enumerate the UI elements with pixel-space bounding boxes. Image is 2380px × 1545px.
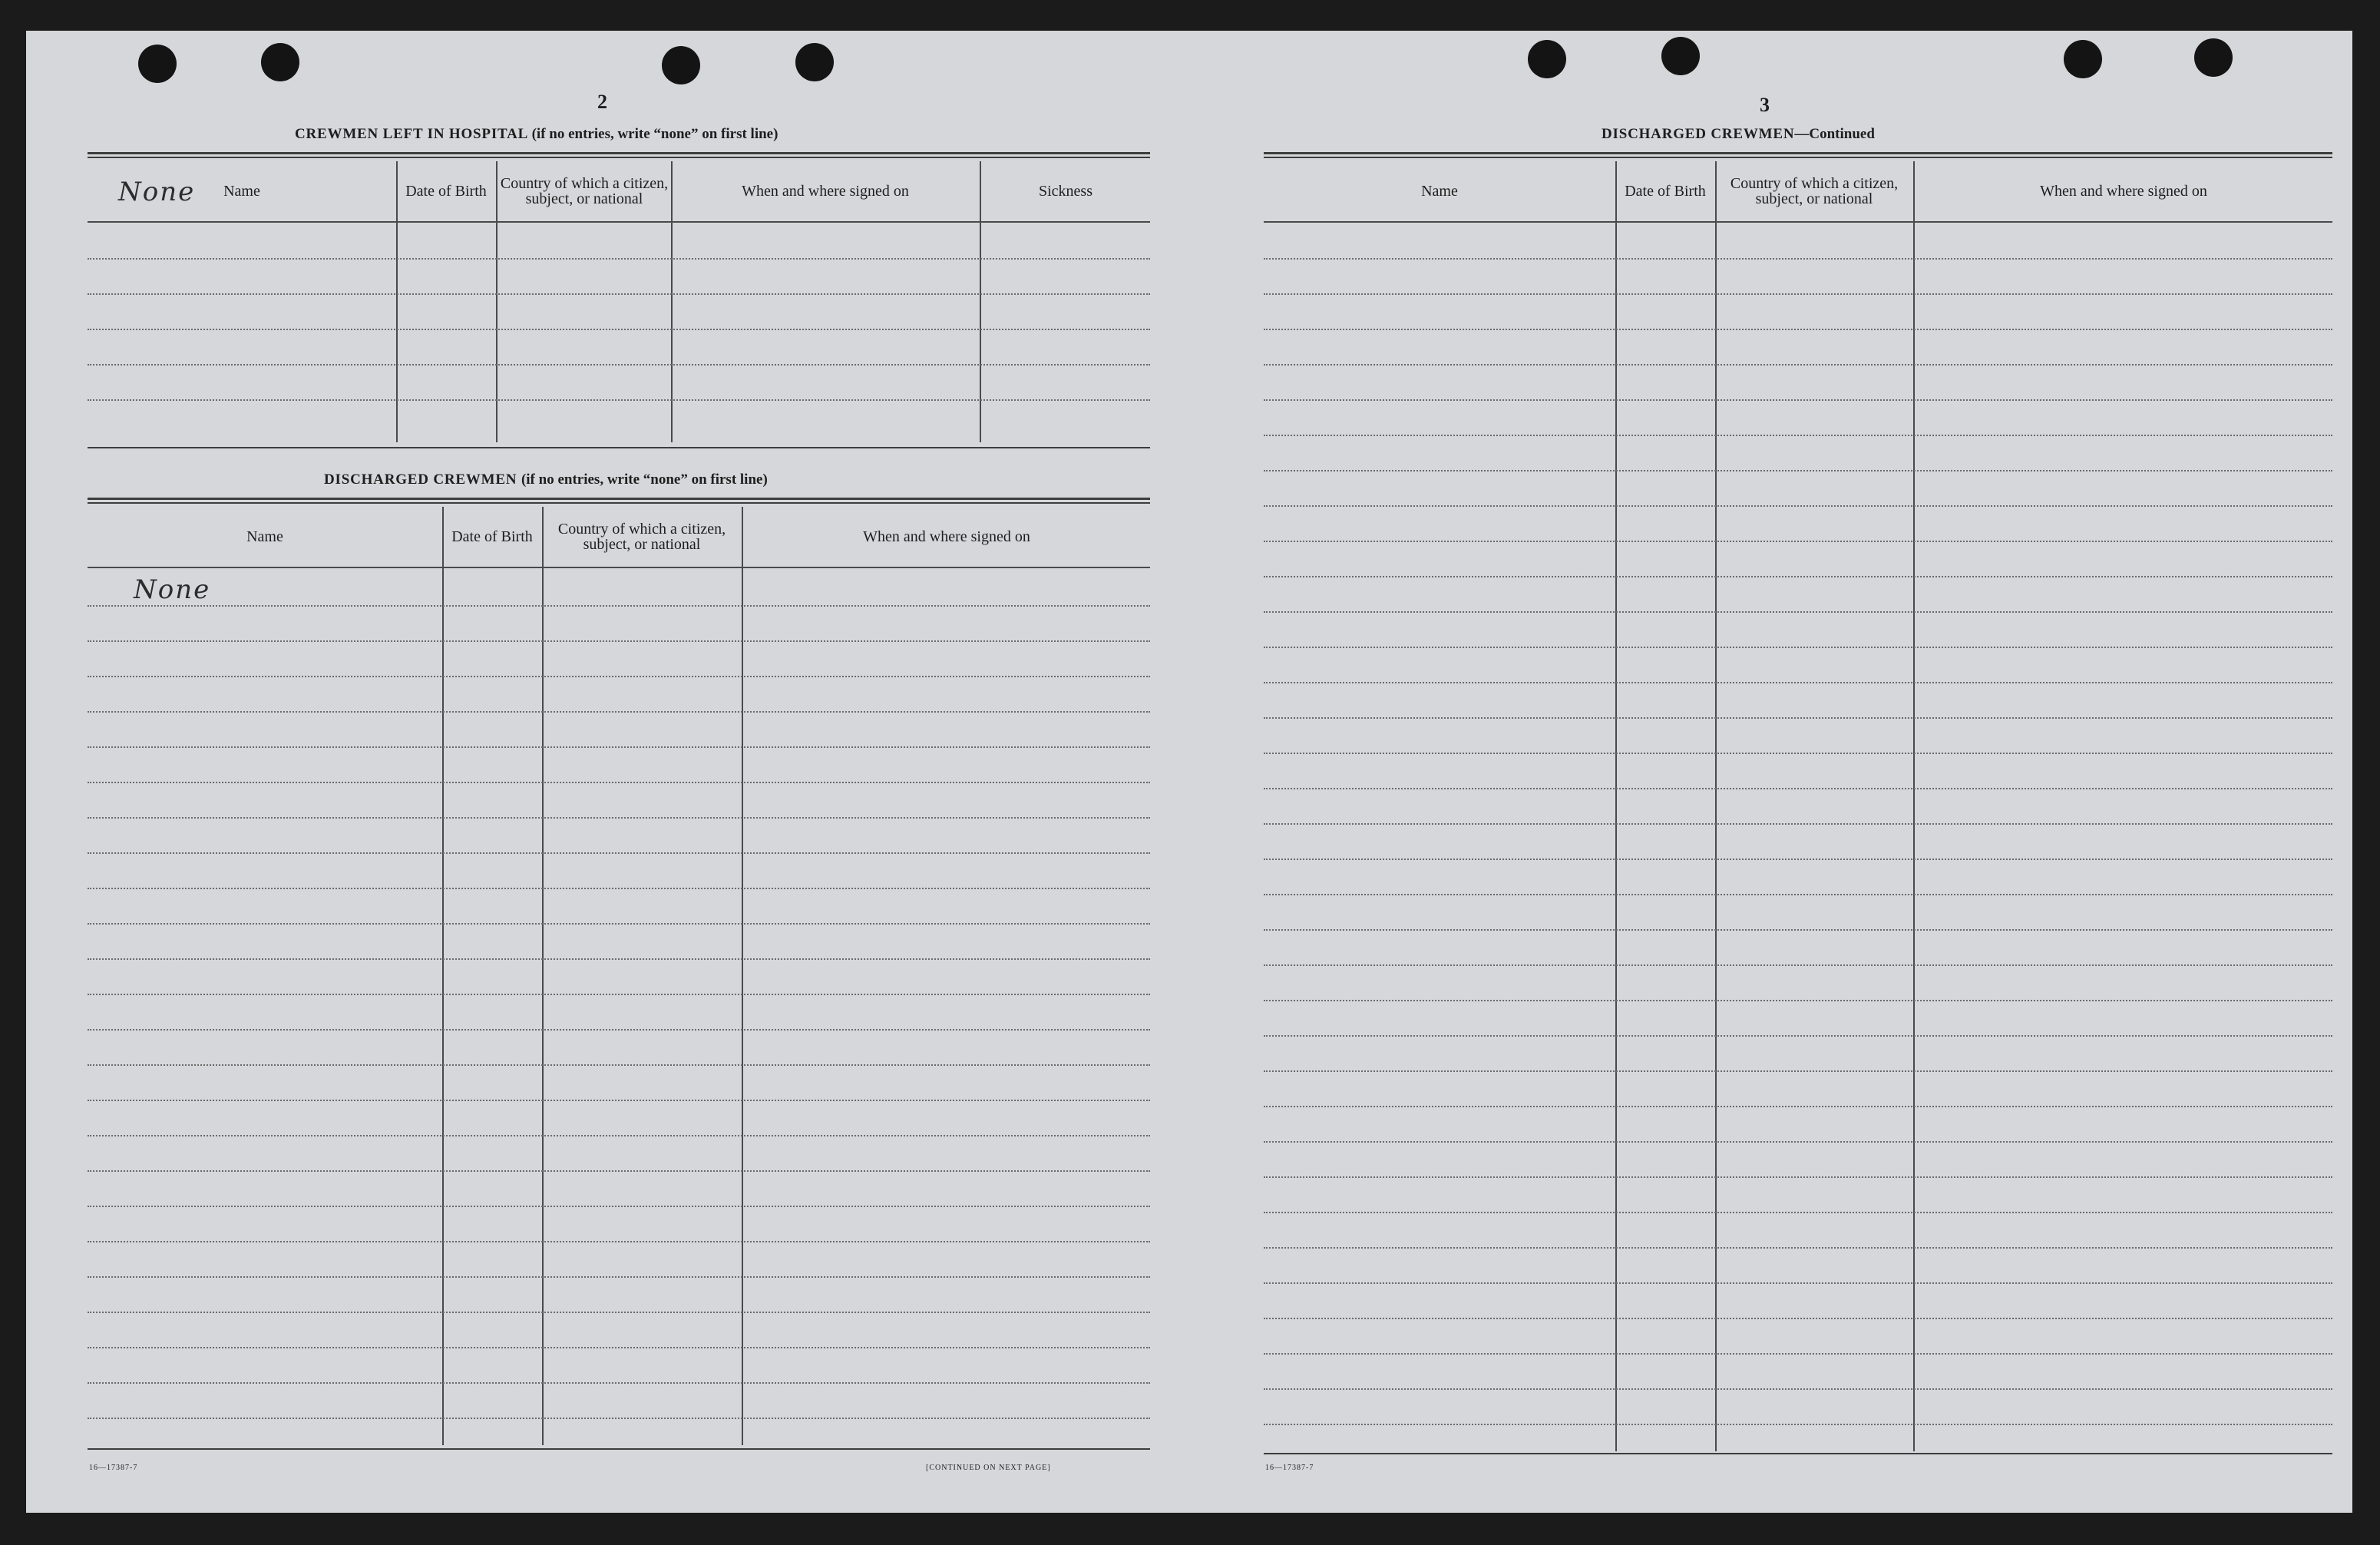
- column-header-date-of-birth: Date of Birth: [405, 183, 487, 200]
- column-header-name: Name: [1421, 183, 1458, 200]
- ruled-line: [88, 1241, 1150, 1242]
- ruled-line: [1264, 788, 2332, 789]
- hospital-title-text: CREWMEN LEFT IN HOSPITAL: [295, 126, 528, 142]
- discharged-bottom-rule: [88, 1448, 1150, 1450]
- ruled-line: [1264, 576, 2332, 577]
- column-header-signed-on: When and where signed on: [742, 183, 909, 200]
- ruled-line: [1264, 859, 2332, 860]
- ruled-line: [88, 258, 1150, 260]
- ruled-line: [1264, 894, 2332, 895]
- ruled-line: [88, 782, 1150, 783]
- column-header-date-of-birth: Date of Birth: [1625, 183, 1706, 200]
- ruled-line: [1264, 1212, 2332, 1213]
- ruled-line: [1264, 1000, 2332, 1001]
- discharged-top-rule-2: [88, 502, 1150, 504]
- column-divider: [442, 507, 444, 1445]
- column-header-name: Name: [246, 528, 283, 545]
- column-divider: [1913, 161, 1915, 1451]
- ruled-line: [88, 1276, 1150, 1278]
- punch-hole: [261, 43, 299, 81]
- column-header-signed-on: When and where signed on: [2040, 183, 2207, 200]
- ruled-line: [1264, 329, 2332, 330]
- document-sheet: [26, 31, 2352, 1513]
- column-divider: [1615, 161, 1617, 1451]
- ruled-line: [1264, 753, 2332, 754]
- punch-hole: [1661, 37, 1700, 75]
- header-underline: [1264, 221, 2332, 223]
- ruled-line: [88, 923, 1150, 925]
- ruled-line: [1264, 435, 2332, 436]
- ruled-line: [1264, 505, 2332, 507]
- handwritten-entry: None: [118, 177, 196, 207]
- hospital-top-rule: [88, 152, 1150, 154]
- ruled-line: [88, 994, 1150, 995]
- ruled-line: [1264, 1106, 2332, 1107]
- hospital-section-title: [295, 126, 778, 143]
- ruled-line: [1264, 682, 2332, 683]
- right-bottom-rule: [1264, 1453, 2332, 1454]
- ruled-line: [1264, 258, 2332, 260]
- right-top-rule-2: [1264, 157, 2332, 158]
- column-header-name: Name: [223, 183, 260, 200]
- hospital-bottom-rule: [88, 447, 1150, 448]
- ruled-line: [88, 1206, 1150, 1207]
- column-divider: [542, 507, 544, 1445]
- ruled-line: [1264, 1282, 2332, 1284]
- ruled-line: [1264, 293, 2332, 295]
- form-number-left: 16—17387-7: [89, 1464, 138, 1472]
- discharged-continued-table: [1264, 161, 2332, 1453]
- ruled-line: [1264, 470, 2332, 471]
- discharged-continued-title-text: DISCHARGED CREWMEN: [1602, 126, 1795, 142]
- ruled-line: [88, 1347, 1150, 1348]
- header-underline: [88, 221, 1150, 223]
- discharged-top-rule: [88, 498, 1150, 500]
- ruled-line: [1264, 1035, 2332, 1037]
- ruled-line: [1264, 541, 2332, 542]
- ruled-line: [88, 1135, 1150, 1136]
- ruled-line: [88, 605, 1150, 607]
- ruled-line: [88, 746, 1150, 748]
- punch-hole: [1528, 40, 1566, 78]
- ruled-line: [88, 1170, 1150, 1172]
- ruled-line: [88, 1100, 1150, 1101]
- ruled-line: [1264, 1247, 2332, 1249]
- ruled-line: [1264, 929, 2332, 931]
- column-divider: [742, 507, 743, 1445]
- hospital-table: [88, 161, 1150, 447]
- discharged-continued-title: [1602, 126, 1875, 143]
- hospital-instruction: (if no entries, write “none” on first line): [531, 126, 778, 142]
- discharged-instruction: (if no entries, write “none” on first line): [521, 471, 768, 488]
- column-header-signed-on: When and where signed on: [863, 528, 1030, 545]
- punch-hole: [795, 43, 834, 81]
- ruled-line: [88, 1418, 1150, 1419]
- discharged-title-text: DISCHARGED CREWMEN: [324, 471, 517, 488]
- ruled-line: [1264, 1424, 2332, 1425]
- hospital-top-rule-2: [88, 157, 1150, 158]
- ruled-line: [88, 888, 1150, 889]
- ruled-line: [88, 958, 1150, 960]
- ruled-line: [88, 1029, 1150, 1031]
- ruled-line: [1264, 717, 2332, 719]
- discharged-table: [88, 507, 1150, 1447]
- page-number-right: 3: [1760, 94, 1770, 116]
- handwritten-entry: None: [134, 574, 211, 605]
- ruled-line: [1264, 647, 2332, 648]
- ruled-line: [1264, 364, 2332, 366]
- right-top-rule: [1264, 152, 2332, 154]
- ruled-line: [88, 1312, 1150, 1313]
- ruled-line: [1264, 1070, 2332, 1072]
- header-underline: [88, 567, 1150, 568]
- ruled-line: [88, 852, 1150, 854]
- ruled-line: [1264, 964, 2332, 966]
- column-header-country: Country of which a citizen, subject, or national: [557, 521, 726, 553]
- discharged-section-title: [324, 471, 768, 488]
- ruled-line: [1264, 1318, 2332, 1319]
- ruled-line: [88, 640, 1150, 642]
- punch-hole: [662, 46, 700, 84]
- punch-hole: [2064, 40, 2102, 78]
- ruled-line: [1264, 1388, 2332, 1390]
- ruled-line: [88, 329, 1150, 330]
- ruled-line: [88, 293, 1150, 295]
- continued-note: [CONTINUED ON NEXT PAGE]: [926, 1464, 1051, 1472]
- ruled-line: [88, 711, 1150, 713]
- column-divider: [1715, 161, 1717, 1451]
- ruled-line: [1264, 1176, 2332, 1178]
- page-number-left: 2: [597, 91, 607, 113]
- ruled-line: [1264, 1353, 2332, 1355]
- ruled-line: [88, 676, 1150, 677]
- punch-hole: [2194, 38, 2233, 77]
- ruled-line: [88, 1064, 1150, 1066]
- ruled-line: [88, 1382, 1150, 1384]
- ruled-line: [88, 817, 1150, 819]
- column-header-country: Country of which a citizen, subject, or national: [500, 175, 669, 207]
- column-header-sickness: Sickness: [1039, 183, 1092, 200]
- ruled-line: [1264, 399, 2332, 401]
- continued-suffix: —Continued: [1794, 126, 1875, 142]
- ruled-line: [1264, 1141, 2332, 1143]
- ruled-line: [1264, 611, 2332, 613]
- ruled-line: [88, 364, 1150, 366]
- column-header-country: Country of which a citizen, subject, or national: [1730, 175, 1899, 207]
- form-number-right: 16—17387-7: [1265, 1464, 1314, 1472]
- ruled-line: [88, 399, 1150, 401]
- column-header-date-of-birth: Date of Birth: [451, 528, 533, 545]
- ruled-line: [1264, 823, 2332, 825]
- punch-hole: [138, 45, 177, 83]
